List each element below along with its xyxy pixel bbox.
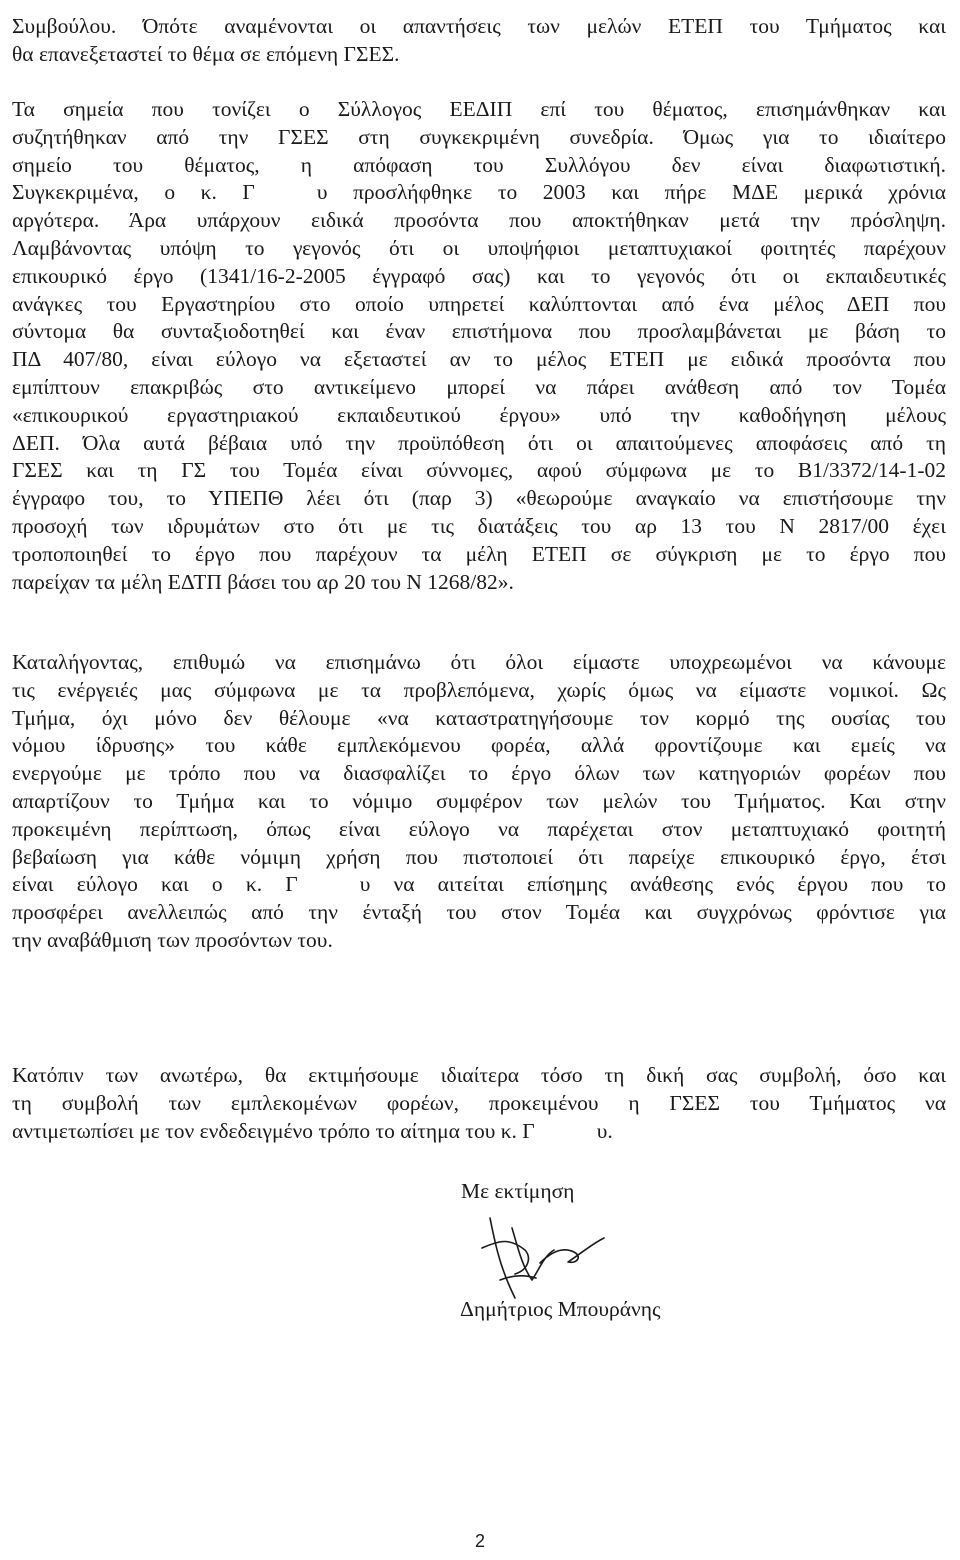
text-line: ανάγκες του Εργαστηρίου στο οποίο υπηρετεί καλύπτονται από ένα μέλος ΔΕΠ που	[12, 291, 946, 316]
text-line: θα επανεξεταστεί το θέμα σε επόμενη ΓΣΕΣ.	[12, 41, 400, 66]
text-line: Καταλήγοντας, επιθυμώ να επισημάνω ότι όλοι είμαστε υποχρεωμένοι να κάνουμε	[12, 650, 946, 674]
text-line: προσφέρει ανελλειπώς από την ένταξή του στον Τομέα και συγχρόνως φρόντισε για	[12, 900, 946, 925]
text-line: την αναβάθμιση των προσόντων του.	[12, 928, 333, 952]
text-line: Τα σημεία που τονίζει ο Σύλλογος ΕΕΔΙΠ επί του θέματος, επισημάνθηκαν και	[12, 97, 946, 121]
text-segment: Συγκεκριμένα, ο κ. Γ	[12, 180, 255, 205]
closing-salutation: Με εκτίμηση	[461, 1179, 575, 1203]
text-line: βεβαίωση για κάθε νόμιμη χρήση που πιστοποιεί ότι παρείχε επικουρικό έργο, έτσι	[12, 844, 946, 869]
text-line	[12, 178, 946, 206]
text-line: επικουρικό έργο (1341/16-2-2005 έγγραφό σας) και το γεγονός ότι οι εκπαιδευτικές	[12, 263, 946, 288]
text-line: προκειμένη περίπτωση, όπως είναι εύλογο να παρέχεται στον μεταπτυχιακό φοιτητή	[12, 816, 946, 841]
text-line: «επικουρικού εργαστηριακού εκπαιδευτικού έργου» υπό την καθοδήγηση μέλους	[12, 402, 946, 427]
text-line: συζητήθηκαν από την ΓΣΕΣ στη συγκεκριμένη συνεδρία. Όμως για το ιδιαίτερο	[12, 124, 946, 149]
text-line	[12, 870, 946, 898]
text-line: σύντομα θα συνταξιοδοτηθεί και έναν επιστήμονα που προσλαμβάνεται με βάση το	[12, 319, 946, 344]
text-segment: υ.	[596, 1118, 613, 1143]
text-segment: είναι εύλογο και ο κ. Γ	[12, 872, 298, 897]
text-line: προσοχή των ιδρυμάτων στο ότι με τις διατάξεις του αρ 13 του Ν 2817/00 έχει	[12, 514, 946, 538]
text-line: αργότερα. Άρα υπάρχουν ειδικά προσόντα που αποκτήθηκαν μετά την πρόσληψη.	[12, 208, 946, 233]
text-segment: υ να αιτείται επίσημης ανάθεσης ενός έργου που το	[359, 872, 946, 897]
text-line: τις ενέργειές μας σύμφωνα με τα προβλεπόμενα, χωρίς όμως να είμαστε νομικοί. Ως	[12, 677, 946, 702]
handwritten-signature	[470, 1208, 610, 1308]
text-line: νόμου ίδρυσης» του κάθε εμπλεκόμενου φορέα, αλλά φροντίζουμε και εμείς να	[12, 733, 946, 758]
signatory-name: Δημήτριος Μπουράνης	[460, 1297, 661, 1321]
text-line: Τμήμα, όχι μόνο δεν θέλουμε «να καταστρατηγήσουμε τον κορμό της ουσίας του	[12, 705, 946, 730]
text-line: τη συμβολή των εμπλεκομένων φορέων, προκειμένου η ΓΣΕΣ του Τμήματος να	[12, 1090, 946, 1115]
text-segment: αντιμετωπίσει με τον ενδεδειγμένο τρόπο το αίτημα του κ. Γ	[12, 1118, 535, 1143]
text-line: Κατόπιν των ανωτέρω, θα εκτιμήσουμε ιδιαίτερα τόσο τη δική σας συμβολή, όσο και	[12, 1063, 946, 1087]
text-line: Λαμβάνοντας υπόψη το γεγονός ότι οι υποψήφιοι μεταπτυχιακοί φοιτητές παρέχουν	[12, 236, 946, 260]
text-line: Συμβούλου. Όπότε αναμένονται οι απαντήσεις των μελών ΕΤΕΠ του Τμήματος και	[12, 14, 946, 38]
text-segment: υ προσλήφθηκε το 2003 και πήρε ΜΔΕ μερικά χρόνια	[316, 180, 946, 205]
text-line	[12, 1117, 946, 1145]
text-line: έγγραφο του, το ΥΠΕΠΘ λέει ότι (παρ 3) «θεωρούμε αναγκαίο να επιστήσουμε την	[12, 486, 946, 511]
text-line: απαρτίζουν το Τμήμα και το νόμιμο συμφέρον των μελών του Τμήματος. Και στην	[12, 789, 946, 813]
text-line: ενεργούμε με τρόπο που να διασφαλίζει το έργο όλων των κατηγοριών φορέων που	[12, 761, 946, 786]
text-line: εμπίπτουν επακριβώς στο αντικείμενο μπορεί να πάρει ανάθεση από τον Τομέα	[12, 375, 946, 399]
text-line: ΠΔ 407/80, είναι εύλογο να εξεταστεί αν το μέλος ΕΤΕΠ με ειδικά προσόντα που	[12, 347, 946, 372]
text-line: παρείχαν τα μέλη ΕΔΤΠ βάσει του αρ 20 του Ν 1268/82».	[12, 569, 514, 594]
text-line: τροποποιηθεί το έργο που παρέχουν τα μέλη ΕΤΕΠ σε σύγκριση με το έργο που	[12, 541, 946, 566]
text-line: ΔΕΠ. Όλα αυτά βέβαια υπό την προϋπόθεση ότι οι απαιτούμενες αποφάσεις από τη	[12, 430, 946, 455]
text-line: σημείο του θέματος, η απόφαση του Συλλόγου δεν είναι διαφωτιστική.	[12, 152, 946, 177]
page-number: 2	[474, 1531, 485, 1551]
text-line: ΓΣΕΣ και τη ΓΣ του Τομέα είναι σύννομες, αφού σύμφωνα με το Β1/3372/14-1-02	[12, 458, 946, 483]
